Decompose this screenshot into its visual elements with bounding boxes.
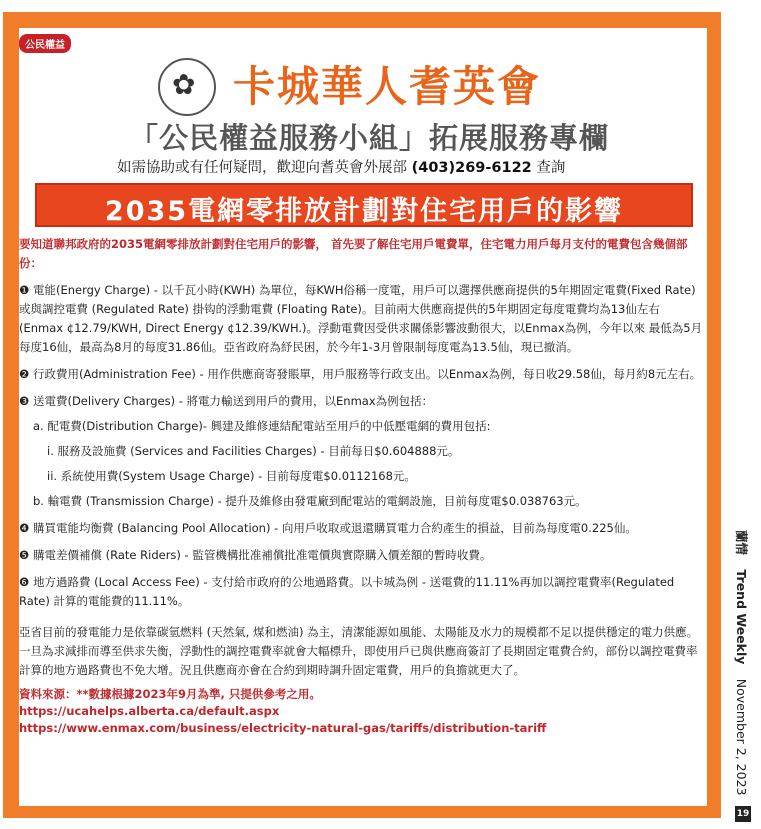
source-block xyxy=(19,686,707,737)
item-delivery-charges: ❸ 送電費(Delivery Charges) - 將電力輸送到用戶的費用，以Enmax為例包括： xyxy=(19,394,434,408)
item-rate-riders: ❺ 購電差價補償 (Rate Riders) - 監管機構批准補償批准電價與實際購入價差額的暫時收費。 xyxy=(19,548,492,562)
contact-line xyxy=(117,156,565,177)
masthead: 蘭情 xyxy=(734,530,749,556)
item-local-access-fee: ❻ 地方過路費 (Local Access Fee) - 支付給市政府的公地過路費。以卡城為例 - 送電費的11.11%再加以調控電費率(Regulated Rate) 計算的電能費的11.11%。 xyxy=(19,575,675,608)
contact-phone: (403)269-6122 xyxy=(411,160,532,176)
association-logo xyxy=(158,58,216,116)
item-admin-fee: ❷ 行政費用(Administration Fee) - 用作供應商寄發賬單，用戶服務等行政支出。以Enmax為例，每日收29.58仙，每月約8元左右。 xyxy=(19,367,702,381)
item-energy-charge: ❶ 電能(Energy Charge) - 以千瓦小時(KWH) 為單位，每KWH俗稱一度電，用戶可以選擇供應商提供的5年期固定電費(Fixed Rate) 或與調控電費 (Regulated Rate) 掛钩的浮動電費 (Floating Rate)。目前兩大供應商提供的5年期固定每度電費均為13仙左右 (Enmax ¢12.79/KWH, Direct Energy ¢12.39/KWH.)。浮動電費因受供求關係影響波動很大，以Enmax為例，今年以來 最低為5月每度16仙，最高為8月的每度31.86仙。亞省政府為紓民困，於今年1-3月曾限制每度電為13.5仙，現已撤消。 xyxy=(19,283,703,354)
item-system-usage: ii. 系統使用費(System Usage Charge) - 目前每度電$0.0112168元。 xyxy=(47,469,416,483)
source-link-ucahelps[interactable]: https://ucahelps.alberta.ca/default.aspx xyxy=(19,704,280,718)
item-distribution-charge: a. 配電費(Distribution Charge)- 興建及維修連結配電站至用戶的中低壓電網的費用包括: xyxy=(33,419,491,433)
publication-name: Trend Weekly xyxy=(734,569,749,665)
contact-text: 如需協助或有任何疑問，歡迎向耆英會外展部 xyxy=(117,160,407,176)
item-transmission-charge: b. 輸電費 (Transmission Charge) - 提升及維修由發電廠到配電站的電網設施，目前每度電$0.038763元。 xyxy=(33,494,587,508)
source-label: 資料來源：**數據根據2023年9月為準, 只提供參考之用。 xyxy=(19,687,321,701)
intro-paragraph: 要知道聯邦政府的2035電網零排放計劃對住宅用戶的影響， 首先要了解住宅用戶電費單，住宅電力用戶每月支付的電費包含幾個部份： xyxy=(19,237,688,270)
section-tag: 公民權益 xyxy=(19,34,71,53)
sidebar-text xyxy=(733,530,751,796)
headline-text: 2035電網零排放計劃對住宅用戶的影響 xyxy=(104,196,624,227)
item-balancing-pool: ❹ 購買電能均衡費 (Balancing Pool Allocation) - 向用戶收取或退還購買電力合約產生的損益，目前為每度電0.225仙。 xyxy=(19,521,637,535)
org-title: 卡城華人耆英會 xyxy=(233,62,542,111)
contact-suffix: 查詢 xyxy=(536,160,566,176)
orange-frame xyxy=(3,12,721,818)
closing-paragraph: 亞省目前的發電能力是依靠碳氫燃料 (天然氣, 煤和燃油) 為主，清潔能源如風能、太陽能及水力的規模都不足以提供穩定的電力供應。一旦為求減排而導至供求失衡，浮動性的調控電費率就會大幅標升，即使用戶已與供應商簽訂了長期固定電費合約，部份以調控電費率計算的地方過路費也不免大增。況且供應商亦會在合約到期時調升固定電費，用戶的負擔就更大了。 xyxy=(19,625,699,677)
column-subtitle: 「公民權益服務小組」拓展服務專欄 xyxy=(129,121,610,155)
publication-sidebar xyxy=(731,530,757,796)
article-body xyxy=(19,235,707,737)
headline-banner xyxy=(35,183,693,227)
issue-date: November 2, 2023 xyxy=(734,678,749,796)
page-number: 19 xyxy=(735,806,751,822)
article-panel xyxy=(19,28,707,806)
source-link-enmax[interactable]: https://www.enmax.com/business/electricity-natural-gas/tariffs/distribution-tariff xyxy=(19,721,547,735)
maple-leaf-icon: ✿ xyxy=(172,68,196,101)
item-services-facilities: i. 服務及設施費 (Services and Facilities Charges) - 目前每日$0.604888元。 xyxy=(47,444,460,458)
